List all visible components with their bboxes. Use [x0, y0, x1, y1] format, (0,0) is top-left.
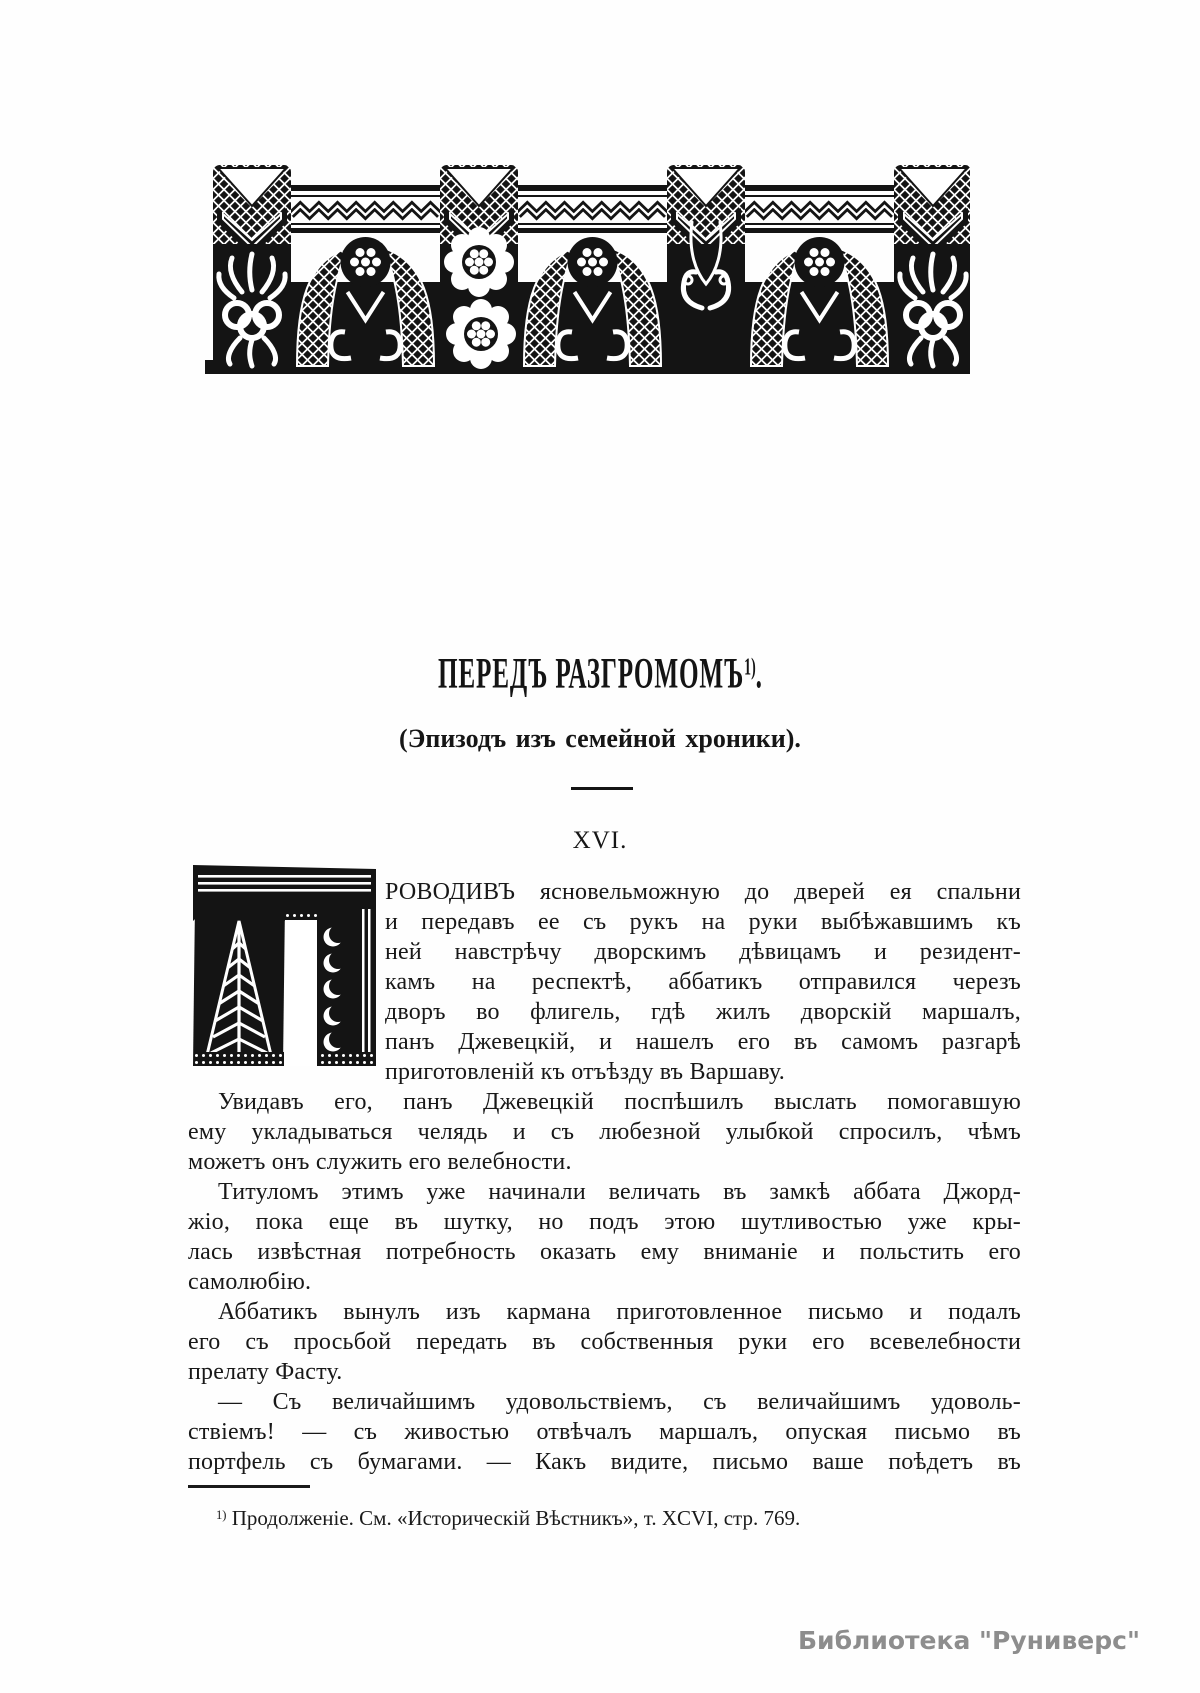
- text-line: ствіемъ! — съ живостью отвѣчалъ маршалъ, опуская письмо въ: [188, 1419, 1021, 1445]
- text-line: РОВОДИВЪ ясновельможную до дверей ея спальни: [385, 879, 1021, 905]
- body-text: [188, 877, 1021, 1477]
- text-line: лась извѣстная потребность оказать ему вниманіе и польстить его: [188, 1239, 1021, 1265]
- section-divider-rule: [571, 787, 633, 790]
- text-line: ней навстрѣчу дворскимъ дѣвицамъ и резидент-: [385, 939, 1021, 965]
- text-line: самолюбію.: [188, 1269, 312, 1295]
- header-ornament-band: [205, 162, 970, 378]
- chapter-subtitle: (Эпизодъ изъ семейной хроники).: [399, 724, 801, 753]
- text-line: можетъ онъ служить его велебности.: [188, 1149, 572, 1175]
- text-line: Титуломъ этимъ уже начинали величать въ замкѣ аббата Джорд-: [218, 1179, 1021, 1205]
- text-line: Увидавъ его, панъ Джевецкій поспѣшилъ выслать помогавшую: [218, 1089, 1021, 1115]
- title-footnote-mark: 1): [743, 652, 756, 681]
- paragraph: [188, 1297, 1021, 1387]
- text-line: приготовленій къ отъѣзду въ Варшаву.: [385, 1059, 785, 1085]
- chapter-title: ПЕРЕДЪ РАЗГРОМОМЪ$^{1)}$.: [437, 650, 763, 698]
- paragraph: [188, 1387, 1021, 1477]
- text-line: дворъ во флигель, гдѣ жилъ дворскій маршалъ,: [385, 999, 1021, 1025]
- text-line: портфель съ бумагами. — Какъ видите, письмо ваше поѣдетъ въ: [188, 1449, 1021, 1475]
- footnote-marker: 1): [216, 1508, 227, 1522]
- paragraph: [188, 1087, 1021, 1177]
- footnote-rule: [188, 1485, 310, 1488]
- paragraph: [385, 877, 1021, 1087]
- chapter-title-text: ПЕРЕДЪ РАЗГРОМОМЪ: [437, 650, 744, 698]
- footnote: [188, 1506, 1056, 1531]
- footnote-text: Продолженіе. См. «Историческій Вѣстникъ», т. XCVI, стр. 769.: [231, 1506, 801, 1530]
- paragraph: [188, 1177, 1021, 1297]
- text-line: Аббатикъ вынулъ изъ кармана приготовленное письмо и подалъ: [218, 1299, 1021, 1325]
- text-line: прелату Фасту.: [188, 1359, 343, 1385]
- text-line: жіо, пока еще въ шутку, но подъ этою шутливостью уже кры-: [188, 1209, 1021, 1235]
- text-line: и передавъ ее съ рукъ на руки выбѣжавшимъ къ: [385, 909, 1021, 935]
- section-number: XVI.: [572, 827, 628, 854]
- woodcut-border-icon: [205, 162, 970, 378]
- text-line: ему укладываться челядь и съ любезной улыбкой спросилъ, чѣмъ: [188, 1119, 1021, 1145]
- text-line: панъ Джевецкій, и нашелъ его въ самомъ разгарѣ: [385, 1029, 1021, 1055]
- text-line: его съ просьбой передать въ собственныя руки его всевелебности: [188, 1329, 1021, 1355]
- library-watermark: Библиотека "Руниверс": [798, 1626, 1140, 1655]
- text-line: камъ на респектѣ, аббатикъ отправился черезъ: [385, 969, 1021, 995]
- text-line: — Съ величайшимъ удовольствіемъ, съ величайшимъ удоволь-: [218, 1389, 1021, 1415]
